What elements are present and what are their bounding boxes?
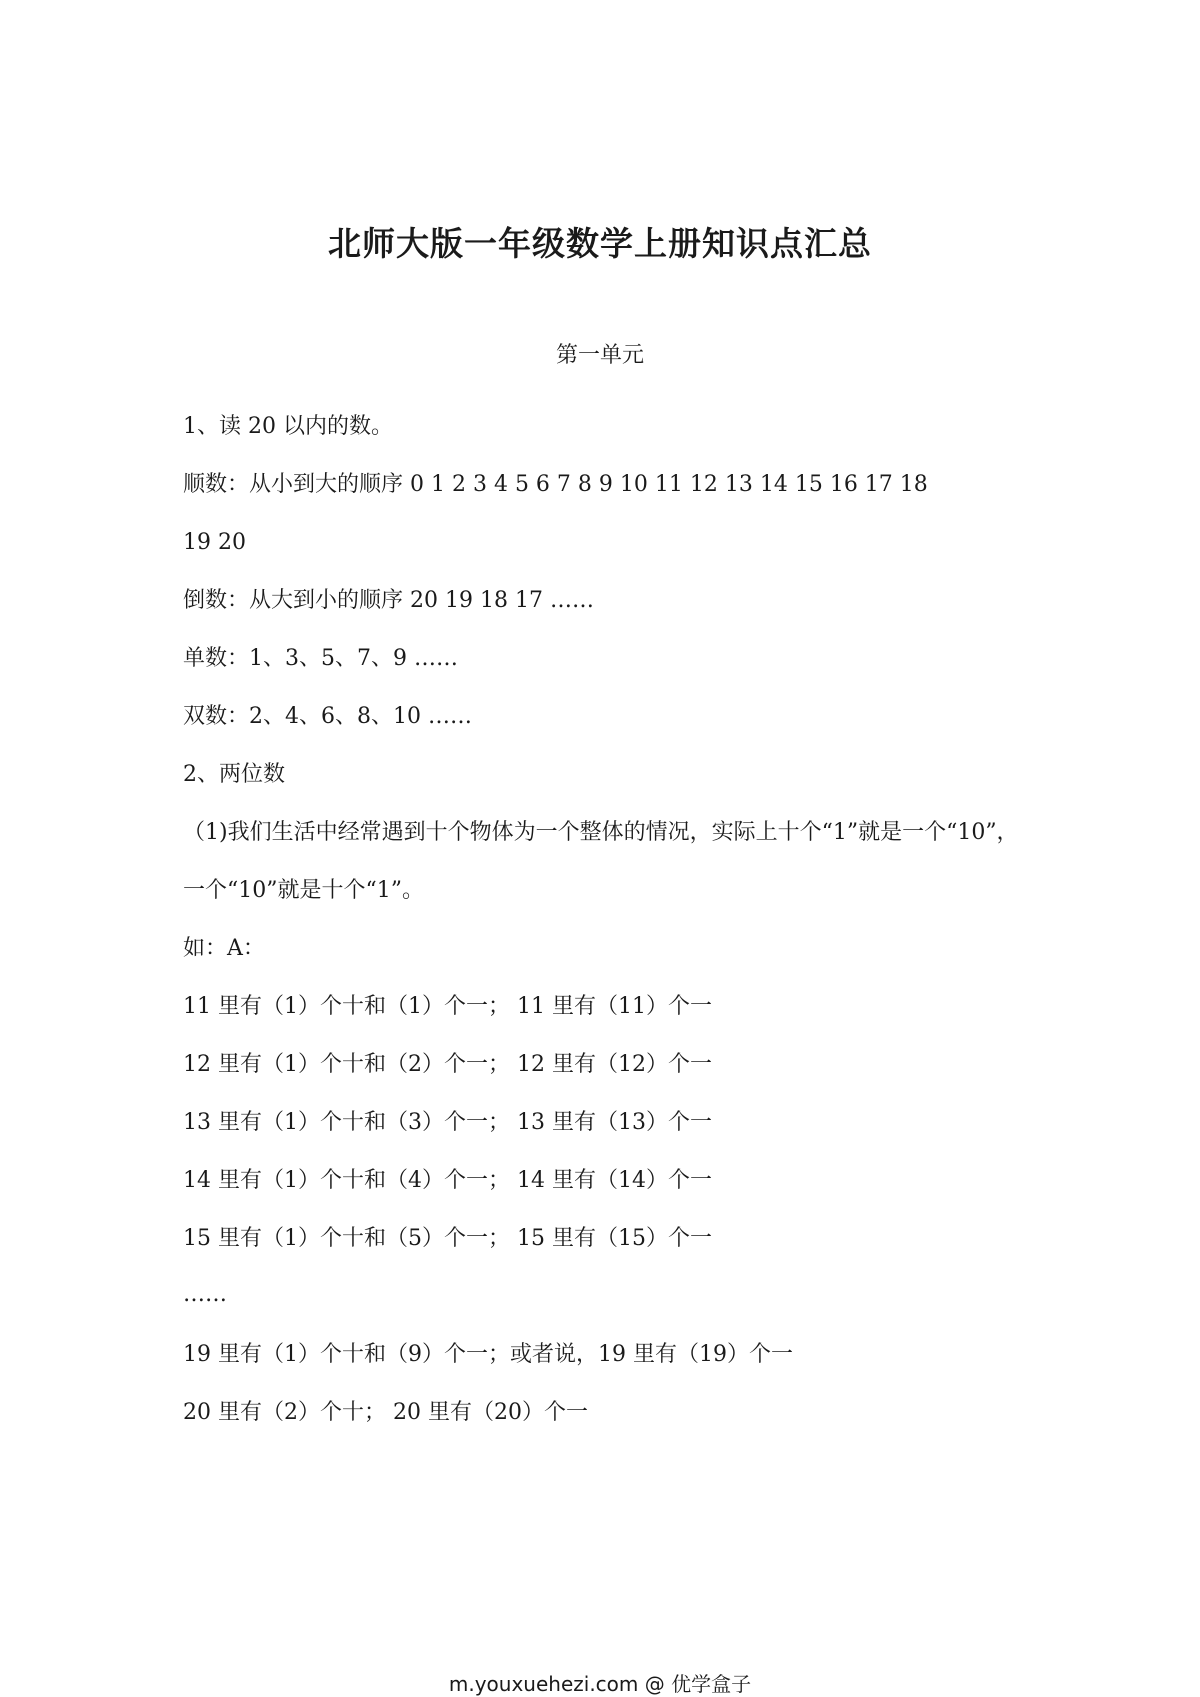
text-line: …… xyxy=(183,1282,227,1307)
text-line: 2、两位数 xyxy=(183,762,285,787)
footer-watermark: m.youxuehezi.com @ 优学盒子 xyxy=(448,1672,752,1696)
text-line: 20 里有（2）个十； 20 里有（20）个一 xyxy=(183,1400,588,1425)
text-line: 13 里有（1）个十和（3）个一； 13 里有（13）个一 xyxy=(183,1110,712,1135)
text-line: 如：A： xyxy=(183,936,265,961)
unit-heading: 第一单元 xyxy=(555,343,644,368)
text-line: 单数：1、3、5、7、9 …… xyxy=(183,646,458,671)
text-line: 12 里有（1）个十和（2）个一； 12 里有（12）个一 xyxy=(183,1052,712,1077)
text-line: 1、读 20 以内的数。 xyxy=(183,414,393,439)
text-line: 14 里有（1）个十和（4）个一； 14 里有（14）个一 xyxy=(183,1168,712,1193)
text-line: 19 20 xyxy=(183,530,246,555)
text-line: 一个“10”就是十个“1”。 xyxy=(183,878,424,903)
text-line: （1)我们生活中经常遇到十个物体为一个整体的情况，实际上十个“1”就是一个“10”， xyxy=(183,820,1019,845)
text-line: 双数：2、4、6、8、10 …… xyxy=(183,704,472,729)
text-line: 11 里有（1）个十和（1）个一； 11 里有（11）个一 xyxy=(183,994,712,1019)
text-line: 顺数：从小到大的顺序 0 1 2 3 4 5 6 7 8 9 10 11 12 13 14 15 16 17 18 xyxy=(183,472,928,497)
text-line: 19 里有（1）个十和（9）个一；或者说，19 里有（19）个一 xyxy=(183,1342,793,1367)
text-line: 倒数：从大到小的顺序 20 19 18 17 …… xyxy=(183,588,594,613)
page-title: 北师大版一年级数学上册知识点汇总 xyxy=(328,224,872,263)
text-line: 15 里有（1）个十和（5）个一； 15 里有（15）个一 xyxy=(183,1226,712,1251)
